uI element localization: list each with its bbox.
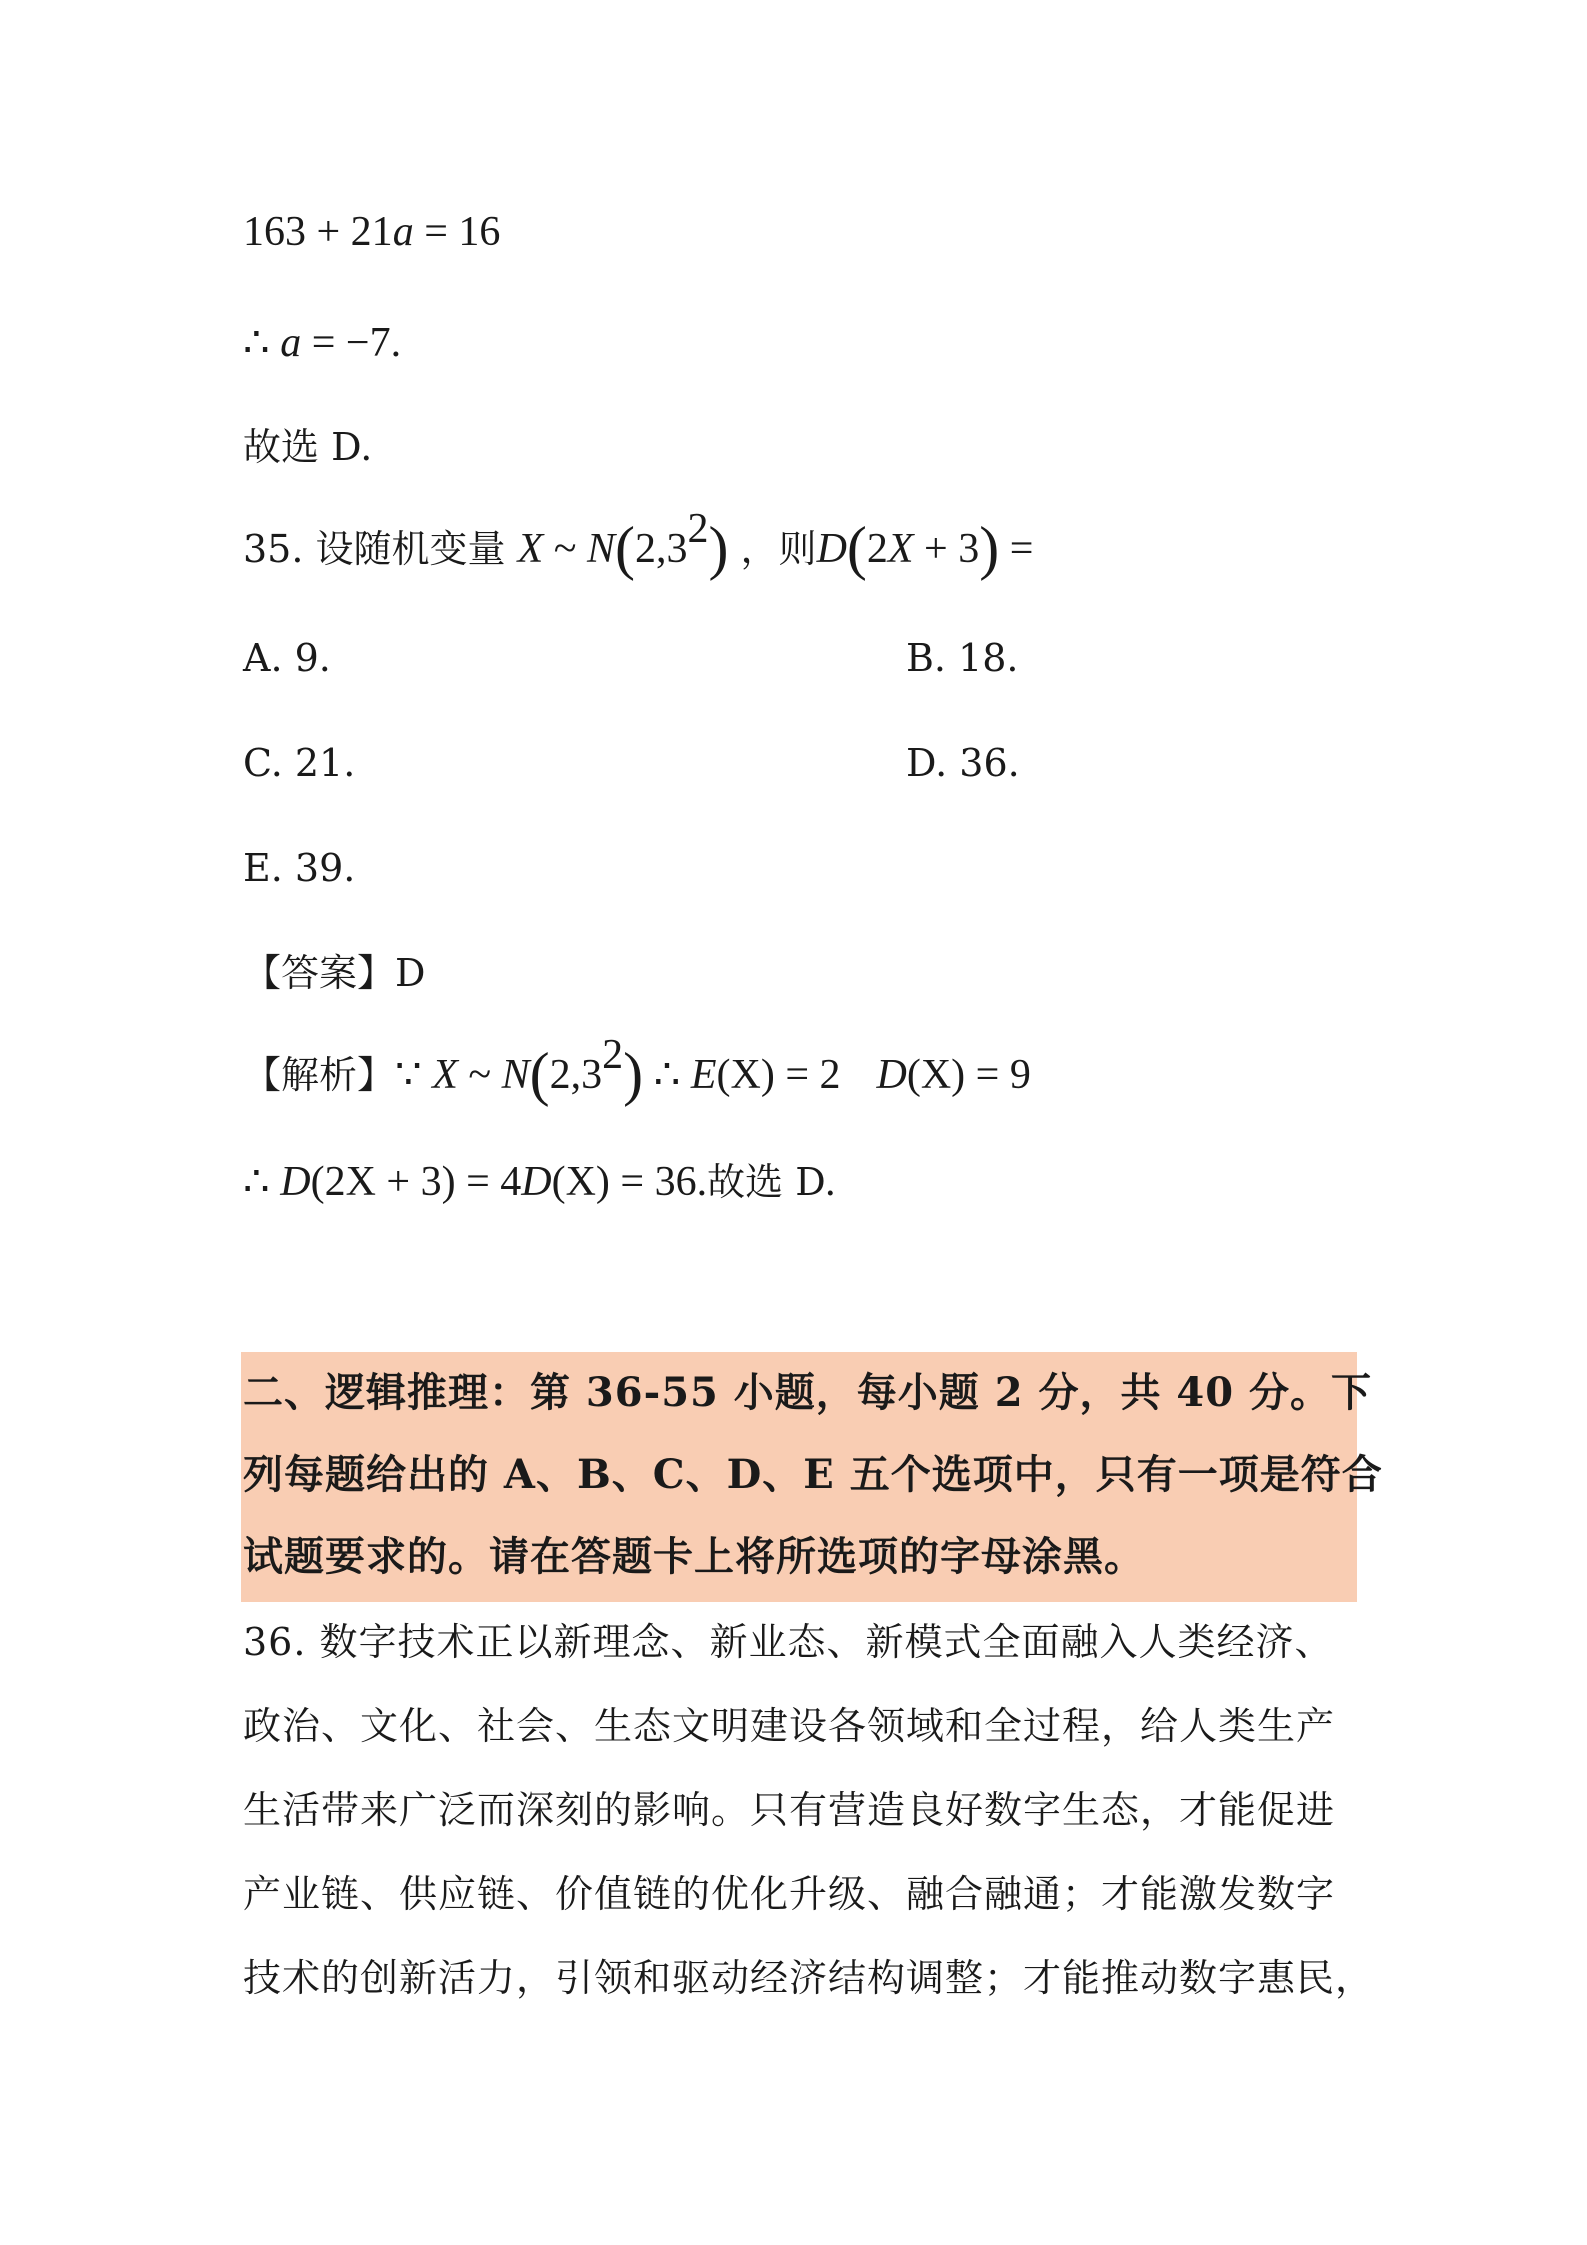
q35-sup: 2: [687, 506, 709, 552]
analysis-args: 2,3: [549, 1052, 603, 1098]
option-a: [243, 633, 331, 683]
answer-label: 【答案】D: [243, 951, 426, 995]
equation-number: 163: [243, 209, 306, 255]
section-two-text-3: 试题要求的。请在答题卡上将所选项的字母涂黑。: [243, 1533, 1145, 1580]
equation-line: [243, 207, 500, 257]
analysis-line-1: 【解析】∵ X ~ $N(2,3^2)$ ∴ E(X) = 2 D(X) = 9: [243, 1032, 1031, 1107]
q35-inner: 2: [866, 526, 888, 572]
q36-text-1: 36. 数字技术正以新理念、新业态、新模式全面融入人类经济、: [243, 1620, 1334, 1664]
q36-text-3: 生活带来广泛而深刻的影响。只有营造良好数字生态，才能促进: [243, 1788, 1336, 1832]
analysis-var-e: E: [690, 1052, 717, 1098]
question-35-stem: 35. 设随机变量: [243, 527, 518, 571]
analysis-ex: (X) = 2: [716, 1052, 841, 1098]
choose-text: 故选 D.: [243, 425, 373, 469]
analysis2-mid: (2X + 3) = 4: [310, 1159, 522, 1205]
q35-tilde: ~: [543, 526, 587, 572]
option-d-text: D. 36.: [906, 741, 1020, 785]
option-a-text: A. 9.: [243, 636, 331, 680]
section-two-text-1: 二、逻辑推理：第 36-55 小题，每小题 2 分，共 40 分。下: [243, 1369, 1372, 1416]
q35-args: 2,3: [634, 526, 688, 572]
q35-inner-x: X: [887, 526, 914, 572]
section-two-line-2: [243, 1450, 1383, 1500]
analysis-var-d: D: [876, 1052, 907, 1098]
equation-rhs: = 16: [413, 209, 501, 255]
option-b-text: B. 18.: [906, 636, 1019, 680]
section-two-text-2: 列每题给出的 A、B、C、D、E 五个选项中，只有一项是符合: [243, 1451, 1383, 1498]
analysis-line-2: [243, 1157, 836, 1207]
analysis2-var-d: D: [280, 1159, 311, 1205]
analysis2-therefore: ∴: [243, 1159, 281, 1205]
analysis-tilde: ~: [457, 1052, 502, 1098]
analysis-label: 【解析】: [243, 1053, 396, 1097]
result-var: a: [280, 320, 302, 366]
section-two-line-1: [243, 1368, 1372, 1418]
q36-line-5: [243, 1953, 1374, 2003]
option-d: [906, 738, 1020, 788]
analysis-dx: (X) = 9: [906, 1052, 1031, 1098]
equation-var: a: [392, 209, 414, 255]
analysis2-end: (X) = 36.: [551, 1159, 708, 1205]
option-c: [243, 738, 355, 788]
result-line: [243, 318, 401, 368]
q35-equals: =: [999, 526, 1034, 572]
question-35: 35. 设随机变量 X ~ $N(2,3^2)$ ，则D(2X + 3) =: [243, 506, 1034, 581]
analysis-var-n: N: [501, 1052, 530, 1098]
analysis2-choose: 故选 D.: [707, 1160, 837, 1204]
q35-var-d: D: [816, 526, 847, 572]
q36-text-4: 产业链、供应链、价值链的优化升级、融合融通；才能激发数字: [243, 1872, 1336, 1916]
section-two-line-3: [243, 1532, 1145, 1582]
equation-plus: + 21: [306, 209, 393, 255]
q36-text-2: 政治、文化、社会、生态文明建设各领域和全过程，给人类生产: [243, 1704, 1336, 1748]
q35-lparen: (: [615, 515, 635, 581]
choose-line: [243, 422, 372, 472]
q36-line-4: [243, 1869, 1335, 1919]
therefore-symbol: ∴: [243, 320, 281, 366]
q36-line-3: [243, 1785, 1335, 1835]
q36-text-5: 技术的创新活力，引领和驱动经济结构调整；才能推动数字惠民，: [243, 1956, 1375, 2000]
q35-rparen: ): [708, 515, 729, 581]
q35-then: ，则: [728, 527, 817, 571]
option-e-text: E. 39.: [243, 846, 356, 890]
option-e: [243, 843, 355, 893]
because-symbol: ∵: [395, 1052, 433, 1098]
answer-line: [243, 948, 425, 998]
result-rhs: = −7: [301, 320, 391, 366]
q36-line-2: [243, 1701, 1335, 1751]
analysis-therefore: ∴: [643, 1052, 691, 1098]
result-dot: .: [390, 320, 402, 366]
option-b: [906, 633, 1019, 683]
q35-var-x: X: [517, 526, 544, 572]
analysis-sup: 2: [602, 1032, 624, 1078]
option-c-text: C. 21.: [243, 741, 356, 785]
analysis2-var-d2: D: [521, 1159, 552, 1205]
q36-line-1: [243, 1617, 1334, 1667]
q35-var-n: N: [586, 526, 615, 572]
analysis-var-x: X: [432, 1052, 458, 1098]
q35-inner-rest: + 3: [913, 526, 980, 572]
